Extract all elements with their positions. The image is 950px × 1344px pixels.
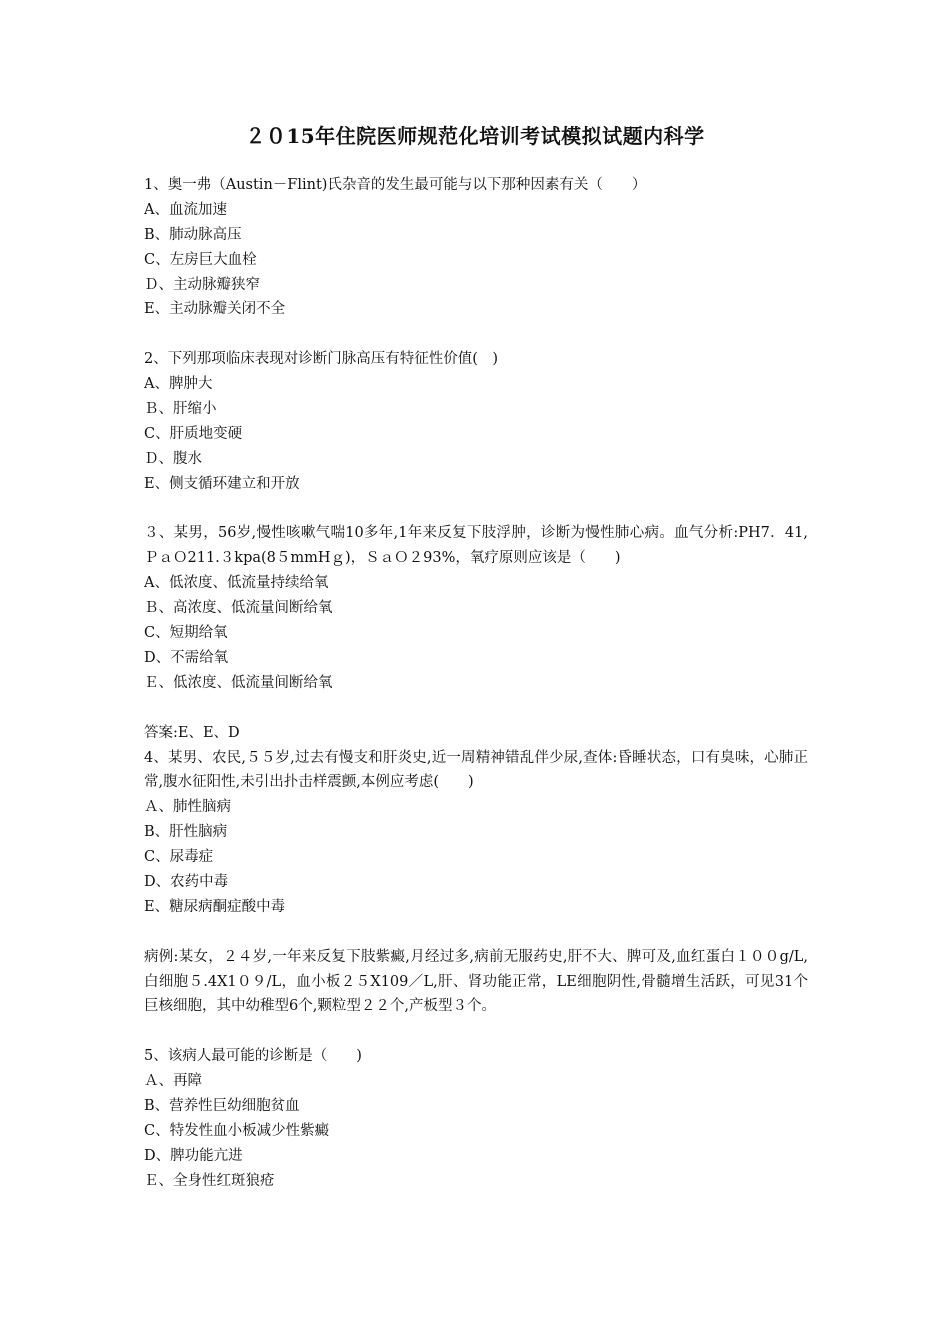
document-body	[144, 173, 808, 1194]
document-title: ２０15年住院医师规范化培训考试模拟试题内科学	[245, 124, 705, 148]
q2-option-b: Ｂ、肝缩小	[144, 401, 217, 418]
q4-option-a: Ａ、肺性脑病	[144, 799, 231, 816]
q4-option-b: B、肝性脑病	[144, 824, 228, 841]
q4-option-e: E、糖尿病酮症酸中毒	[144, 898, 286, 915]
spacer	[144, 1019, 808, 1044]
question-1: 1、奥一弗（Austin－Flint)氏杂音的发生最可能与以下那种因素有关（ ）	[144, 177, 647, 193]
q5-option-b: B、营养性巨幼细胞贫血	[144, 1098, 300, 1115]
q2-option-a: A、脾肿大	[144, 376, 213, 393]
spacer	[144, 920, 808, 945]
q4-option-d: D、农药中毒	[144, 874, 229, 890]
q1-option-c: C、左房巨大血栓	[144, 251, 257, 268]
q3-option-b: Ｂ、高浓度、低流量间断给氧	[144, 600, 333, 617]
spacer	[144, 497, 808, 522]
q5-option-d: D、脾功能亢进	[144, 1147, 243, 1164]
spacer	[144, 322, 808, 347]
q5-option-e: Ｅ、全身性红斑狼疮	[144, 1172, 275, 1189]
question-2: 2、下列那项临床表现对诊断门脉高压有特征性价值( )	[144, 351, 499, 368]
q2-option-e: E、侧支循环建立和开放	[144, 475, 300, 492]
q5-option-a: Ａ、再障	[144, 1073, 202, 1090]
q3-option-e: Ｅ、低浓度、低流量间断给氧	[144, 674, 333, 691]
q1-option-d: Ｄ、主动脉瓣狭窄	[144, 276, 260, 293]
answer-line: 答案:E、E、D	[144, 724, 240, 741]
q3-option-a: A、低浓度、低流量持续给氧	[144, 575, 329, 592]
q5-option-c: C、特发性血小板减少性紫癜	[144, 1122, 330, 1139]
question-4: 4、某男、农民,５５岁,过去有慢支和肝炎史,近一周精神错乱伴少尿,查体:昏睡状态，口有臭味，心肺正常,腹水征阳性,未引出扑击样震颤,本例应考虑( )	[144, 749, 808, 791]
case-description: 病例:某女，２４岁,一年来反复下肢紫癜,月经过多,病前无服药史,肝不大、脾可及,血红蛋白１００g/L,白细胞５.4X1０９/L，血小板２５X109／L,肝、肾功能正常，LE细胞阴性,骨髓增生活跃，可见31个巨核细胞，其中幼稚型6个,颗粒型２２个,产板型３个。	[144, 948, 808, 1015]
question-3: ３、某男，56岁,慢性咳嗽气喘10多年,1年来反复下肢浮肿，诊断为慢性肺心病。血气分析:PH7．41,ＰａＯ211.３kpa(8５mmHｇ)，ＳａＯ２93%，氧疗原则应该是（ )	[144, 525, 808, 567]
q3-option-d: D、不需给氧	[144, 649, 229, 666]
question-5: 5、该病人最可能的诊断是（ )	[144, 1048, 362, 1065]
q1-option-b: B、肺动脉高压	[144, 226, 242, 243]
q1-option-a: A、血流加速	[144, 201, 227, 218]
q2-option-c: C、肝质地变硬	[144, 425, 243, 442]
q4-option-c: C、尿毒症	[144, 849, 214, 866]
spacer	[144, 696, 808, 721]
q3-option-c: C、短期给氧	[144, 625, 228, 642]
q1-option-e: E、主动脉瓣关闭不全	[144, 301, 286, 318]
q2-option-d: Ｄ、腹水	[144, 450, 202, 467]
